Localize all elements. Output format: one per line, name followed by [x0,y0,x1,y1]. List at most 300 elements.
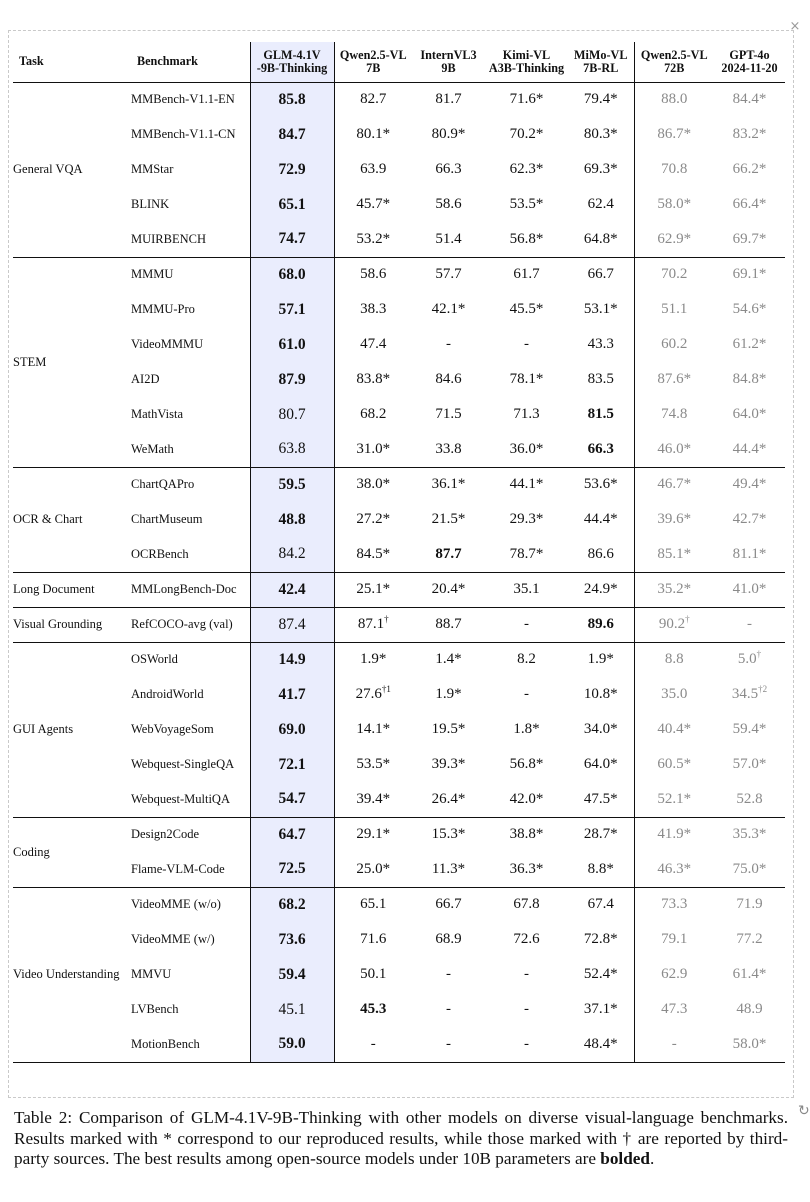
score-value: 53.5* [509,196,544,212]
score-cell [634,607,714,642]
score-value: - [524,686,529,702]
score-cell [250,187,334,222]
score-value: 42.0* [509,790,544,807]
score-value: 70.2* [509,126,544,142]
score-value: 36.3* [509,860,544,877]
score-value: 84.4* [732,91,767,108]
score-cell [568,957,634,992]
score-value: 51.4 [435,230,462,247]
footnote-mark: † [685,614,690,624]
score-cell [485,957,568,992]
footnote-mark: †1 [381,684,391,694]
score-value: 83.8* [356,371,391,387]
benchmark-name: VideoMME (w/o) [131,897,221,912]
benchmark-name: OCRBench [131,546,189,561]
score-value: 31.0* [356,440,391,457]
score-value: 57.0* [732,756,767,772]
score-value: 86.7* [657,126,692,142]
score-value: 36.1* [431,476,466,493]
score-value: 81.7 [435,91,462,108]
table-row [13,82,785,117]
score-cell [412,397,485,432]
score-cell [485,782,568,817]
score-cell [568,152,634,187]
score-value: 52.4* [583,966,618,982]
benchmark-name: RefCOCO-avg (val) [131,617,233,631]
score-value: 87.6* [657,371,692,387]
task-label: General VQA [13,162,83,176]
score-value: 29.3* [509,511,544,527]
footnote-mark: †2 [758,684,768,694]
score-cell [250,537,334,572]
score-cell [334,747,412,782]
score-value: 56.8* [509,230,544,247]
score-cell [714,677,785,712]
score-cell [714,432,785,467]
score-value: 50.1 [360,966,387,982]
benchmark-name: Flame-VLM-Code [131,861,225,876]
score-cell [334,817,412,852]
close-icon[interactable]: × [789,19,801,34]
benchmark-name: MotionBench [131,1036,200,1051]
score-value: 81.1* [732,545,767,562]
score-cell [412,222,485,257]
score-value: - [524,966,529,982]
score-cell [634,117,714,152]
score-value: 53.6* [583,476,618,493]
score-cell [412,957,485,992]
score-value: 53.5* [356,756,391,772]
score-cell [250,502,334,537]
score-value: 39.6* [657,511,692,527]
col-header-glm: GLM-4.1V -9B-Thinking [250,42,334,82]
score-cell [634,152,714,187]
score-value: 71.9 [736,896,763,913]
col-header-qwen72b: Qwen2.5-VL 72B [634,42,714,82]
score-cell [334,327,412,362]
score-value: 71.3 [513,406,540,422]
score-value: 39.3* [431,756,466,772]
score-cell [412,432,485,467]
score-cell [485,572,568,607]
score-cell [485,607,568,642]
score-value: 66.3 [587,440,614,457]
score-value: 47.4 [360,336,387,352]
score-cell [568,397,634,432]
score-value: 89.6 [587,616,614,632]
score-value: 56.8* [509,756,544,772]
score-cell [485,747,568,782]
score-value: 61.7 [513,266,540,283]
score-value: 67.4 [587,896,614,913]
score-value: - [446,1035,451,1052]
col-header-benchmark: Benchmark [131,42,250,82]
score-cell [568,467,634,502]
score-cell [634,82,714,117]
score-value: 43.3 [587,336,614,352]
score-value: 62.9* [657,230,692,247]
score-value: 36.0* [509,440,544,457]
score-cell [412,607,485,642]
score-cell [485,117,568,152]
score-value: 59.4* [732,721,767,737]
score-cell [334,957,412,992]
score-cell [634,222,714,257]
score-cell [334,642,412,677]
score-value: 46.3* [657,860,692,877]
score-cell [714,187,785,222]
score-cell [485,992,568,1027]
score-value: 61.2* [732,336,767,352]
score-cell [412,502,485,537]
score-value: 21.5* [431,511,466,527]
score-cell [714,327,785,362]
group-ocr-chart [13,467,785,572]
group-visual-grounding [13,607,785,642]
score-cell [412,642,485,677]
score-value: 64.7 [278,825,306,843]
score-cell [412,852,485,887]
score-cell [334,362,412,397]
score-value: 64.0* [583,756,618,772]
score-cell [568,537,634,572]
score-value: 42.4 [278,580,306,598]
score-value: 80.3* [583,126,618,142]
score-value: 59.5 [278,475,306,493]
score-value: 25.0* [356,860,391,877]
score-cell [250,467,334,502]
score-cell [714,82,785,117]
score-cell [568,292,634,327]
score-cell [250,1027,334,1062]
benchmark-name: ChartQAPro [131,477,195,492]
score-cell [412,257,485,292]
score-value: 84.5* [356,545,391,562]
score-value: 46.0* [657,440,692,457]
score-cell [250,257,334,292]
score-cell [568,502,634,537]
score-value: 54.6* [732,301,767,317]
score-cell [334,467,412,502]
score-cell [634,712,714,747]
score-value: 88.7 [435,616,462,632]
benchmark-name: Webquest-MultiQA [131,791,230,806]
score-cell [485,712,568,747]
score-cell [334,292,412,327]
table-row [13,887,785,922]
score-cell [568,362,634,397]
score-value: 69.7* [732,230,767,247]
score-cell [334,187,412,222]
score-value: 90.2 [658,616,686,632]
table-row [13,642,785,677]
score-value: 49.4* [732,476,767,493]
score-cell [485,467,568,502]
score-cell [485,852,568,887]
score-value: 63.9 [360,161,387,177]
group-stem [13,257,785,467]
score-cell [334,887,412,922]
table-row [13,572,785,607]
score-value: 38.3 [360,301,387,317]
score-cell [485,817,568,852]
score-cell [250,152,334,187]
score-cell [334,782,412,817]
score-cell [334,922,412,957]
score-cell [568,82,634,117]
score-value: 69.3* [583,161,618,177]
score-cell [714,257,785,292]
score-cell [412,1027,485,1062]
group-long-document [13,572,785,607]
score-cell [250,292,334,327]
score-cell [250,642,334,677]
benchmark-name: MMMU-Pro [131,302,195,316]
score-value: 25.1* [356,581,391,597]
score-value: 73.3 [661,896,688,913]
score-cell [714,362,785,397]
score-value: 87.7 [435,545,462,562]
score-value: 72.8* [583,931,618,947]
score-cell [634,957,714,992]
score-value: 66.7 [587,266,614,283]
score-cell [250,362,334,397]
score-cell [714,782,785,817]
score-value: - [524,1001,529,1017]
score-cell [634,257,714,292]
score-cell [485,677,568,712]
benchmark-name: VideoMME (w/) [131,932,215,946]
score-cell [714,117,785,152]
score-value: 44.4* [583,511,618,527]
score-cell [334,502,412,537]
score-cell [485,397,568,432]
benchmark-name: AI2D [131,372,160,386]
group-gui-agents [13,642,785,817]
score-value: 83.2* [732,126,767,142]
score-value: 35.3* [732,826,767,843]
score-cell [714,887,785,922]
score-value: 58.0* [732,1035,767,1052]
score-cell [568,327,634,362]
score-cell [412,537,485,572]
footnote-mark: † [384,614,389,624]
score-value: 78.7* [509,545,544,562]
score-value: 81.5 [587,406,614,422]
benchmark-name: Design2Code [131,827,200,842]
score-value: 65.1 [278,195,306,213]
score-cell [634,502,714,537]
score-cell [634,432,714,467]
score-cell [412,747,485,782]
score-cell [334,607,412,642]
score-value: 44.4* [732,440,767,457]
score-value: 84.6 [435,371,462,387]
table-row [13,607,785,642]
score-cell [250,782,334,817]
score-value: 45.3 [360,1001,387,1017]
task-label: Video Understanding [13,967,120,981]
task-label: STEM [13,354,47,369]
task-label: Visual Grounding [13,617,103,631]
col-header-gpt4o: GPT-4o 2024-11-20 [714,42,785,82]
score-cell [412,887,485,922]
table-row [13,257,785,292]
score-cell [568,887,634,922]
score-value: 1.4* [435,651,462,668]
score-cell [250,922,334,957]
score-cell [568,642,634,677]
score-value: 88.0 [661,91,688,108]
score-value: 71.5 [435,406,462,422]
score-value: 40.4* [657,721,692,737]
score-cell [334,432,412,467]
score-value: 1.8* [513,721,540,737]
score-cell [334,152,412,187]
table-row [13,817,785,852]
score-value: 41.7 [278,685,306,703]
score-cell [485,152,568,187]
score-value: 67.8 [513,896,540,913]
score-cell [568,117,634,152]
score-cell [568,852,634,887]
refresh-icon[interactable]: ↻ [798,1103,810,1119]
score-value: 58.0* [657,196,692,212]
score-cell [412,817,485,852]
score-value: 52.1* [657,790,692,807]
score-value: 35.0 [661,686,688,702]
score-cell [568,432,634,467]
benchmark-name: Webquest-SingleQA [131,757,235,771]
score-cell [568,992,634,1027]
score-value: 69.0 [278,720,306,738]
score-cell [568,572,634,607]
score-cell [334,222,412,257]
score-value: 86.6 [587,545,614,562]
score-cell [634,747,714,782]
score-value: 57.7 [435,266,462,283]
score-cell [714,1027,785,1062]
score-value: 14.9 [278,650,306,668]
score-cell [485,187,568,222]
score-cell [485,922,568,957]
score-cell [714,817,785,852]
score-value: 84.7 [278,125,306,143]
score-cell [568,782,634,817]
score-value: 66.2* [732,161,767,177]
score-value: 66.4* [732,196,767,212]
score-value: 27.2* [356,511,391,527]
benchmark-name: MMMU [131,267,174,282]
score-cell [568,187,634,222]
score-value: 1.9* [587,651,614,668]
benchmark-name: MMStar [131,162,174,176]
score-cell [485,222,568,257]
score-cell [412,187,485,222]
score-cell [634,187,714,222]
score-value: 42.7* [732,511,767,527]
score-value: 66.7 [435,896,462,913]
score-value: 44.1* [509,476,544,493]
score-cell [250,117,334,152]
score-value: - [524,336,529,352]
score-value: 47.3 [661,1001,688,1017]
benchmark-name: AndroidWorld [131,687,204,701]
score-value: 62.9 [661,966,688,982]
score-value: 38.0* [356,476,391,493]
score-cell [634,397,714,432]
score-cell [634,782,714,817]
score-cell [412,467,485,502]
score-cell [412,922,485,957]
score-cell [634,572,714,607]
score-value: 51.1 [661,301,688,317]
task-label: OCR & Chart [13,512,83,526]
group-general-vqa [13,82,785,257]
group-video-understanding [13,887,785,1062]
score-cell [412,152,485,187]
score-value: 63.8 [278,440,306,458]
score-value: 65.1 [360,896,387,913]
score-cell [485,537,568,572]
score-value: 64.0* [732,406,767,422]
score-value: 26.4* [431,790,466,807]
score-cell [485,327,568,362]
score-cell [250,607,334,642]
score-value: 27.6 [355,686,382,702]
score-cell [485,82,568,117]
score-value: 29.1* [356,826,391,843]
score-value: 69.1* [732,266,767,283]
header-row [13,42,785,82]
score-value: 85.1* [657,545,692,562]
benchmark-name: MMVU [131,967,172,981]
score-value: 41.9* [657,826,692,843]
score-value: 11.3* [431,860,466,877]
score-value: 71.6 [360,931,387,947]
benchmark-name: BLINK [131,197,170,211]
col-header-task: Task [13,42,131,82]
score-value: 87.9 [278,370,306,388]
benchmark-name: MMLongBench-Doc [131,582,237,596]
score-cell [714,957,785,992]
score-cell [714,222,785,257]
score-cell [714,292,785,327]
score-cell [334,397,412,432]
score-cell [634,677,714,712]
score-value: 68.2 [360,406,387,422]
score-cell [714,992,785,1027]
score-value: 45.7* [356,196,391,212]
score-value: 61.0 [278,335,306,353]
score-value: 80.9* [431,126,466,142]
score-cell [334,712,412,747]
benchmark-name: MathVista [131,407,184,421]
score-cell [714,152,785,187]
score-value: 68.9 [435,931,462,947]
score-value: 48.4* [583,1035,618,1052]
benchmark-name: WeMath [131,441,174,456]
score-value: 79.1 [661,931,688,947]
score-cell [568,677,634,712]
score-value: 47.5* [583,790,618,807]
results-table [13,42,785,1063]
benchmark-name: OSWorld [131,652,178,667]
score-value: 85.8 [278,90,306,108]
col-header-internvl3: InternVL3 9B [412,42,485,82]
score-cell [634,467,714,502]
score-cell [714,467,785,502]
